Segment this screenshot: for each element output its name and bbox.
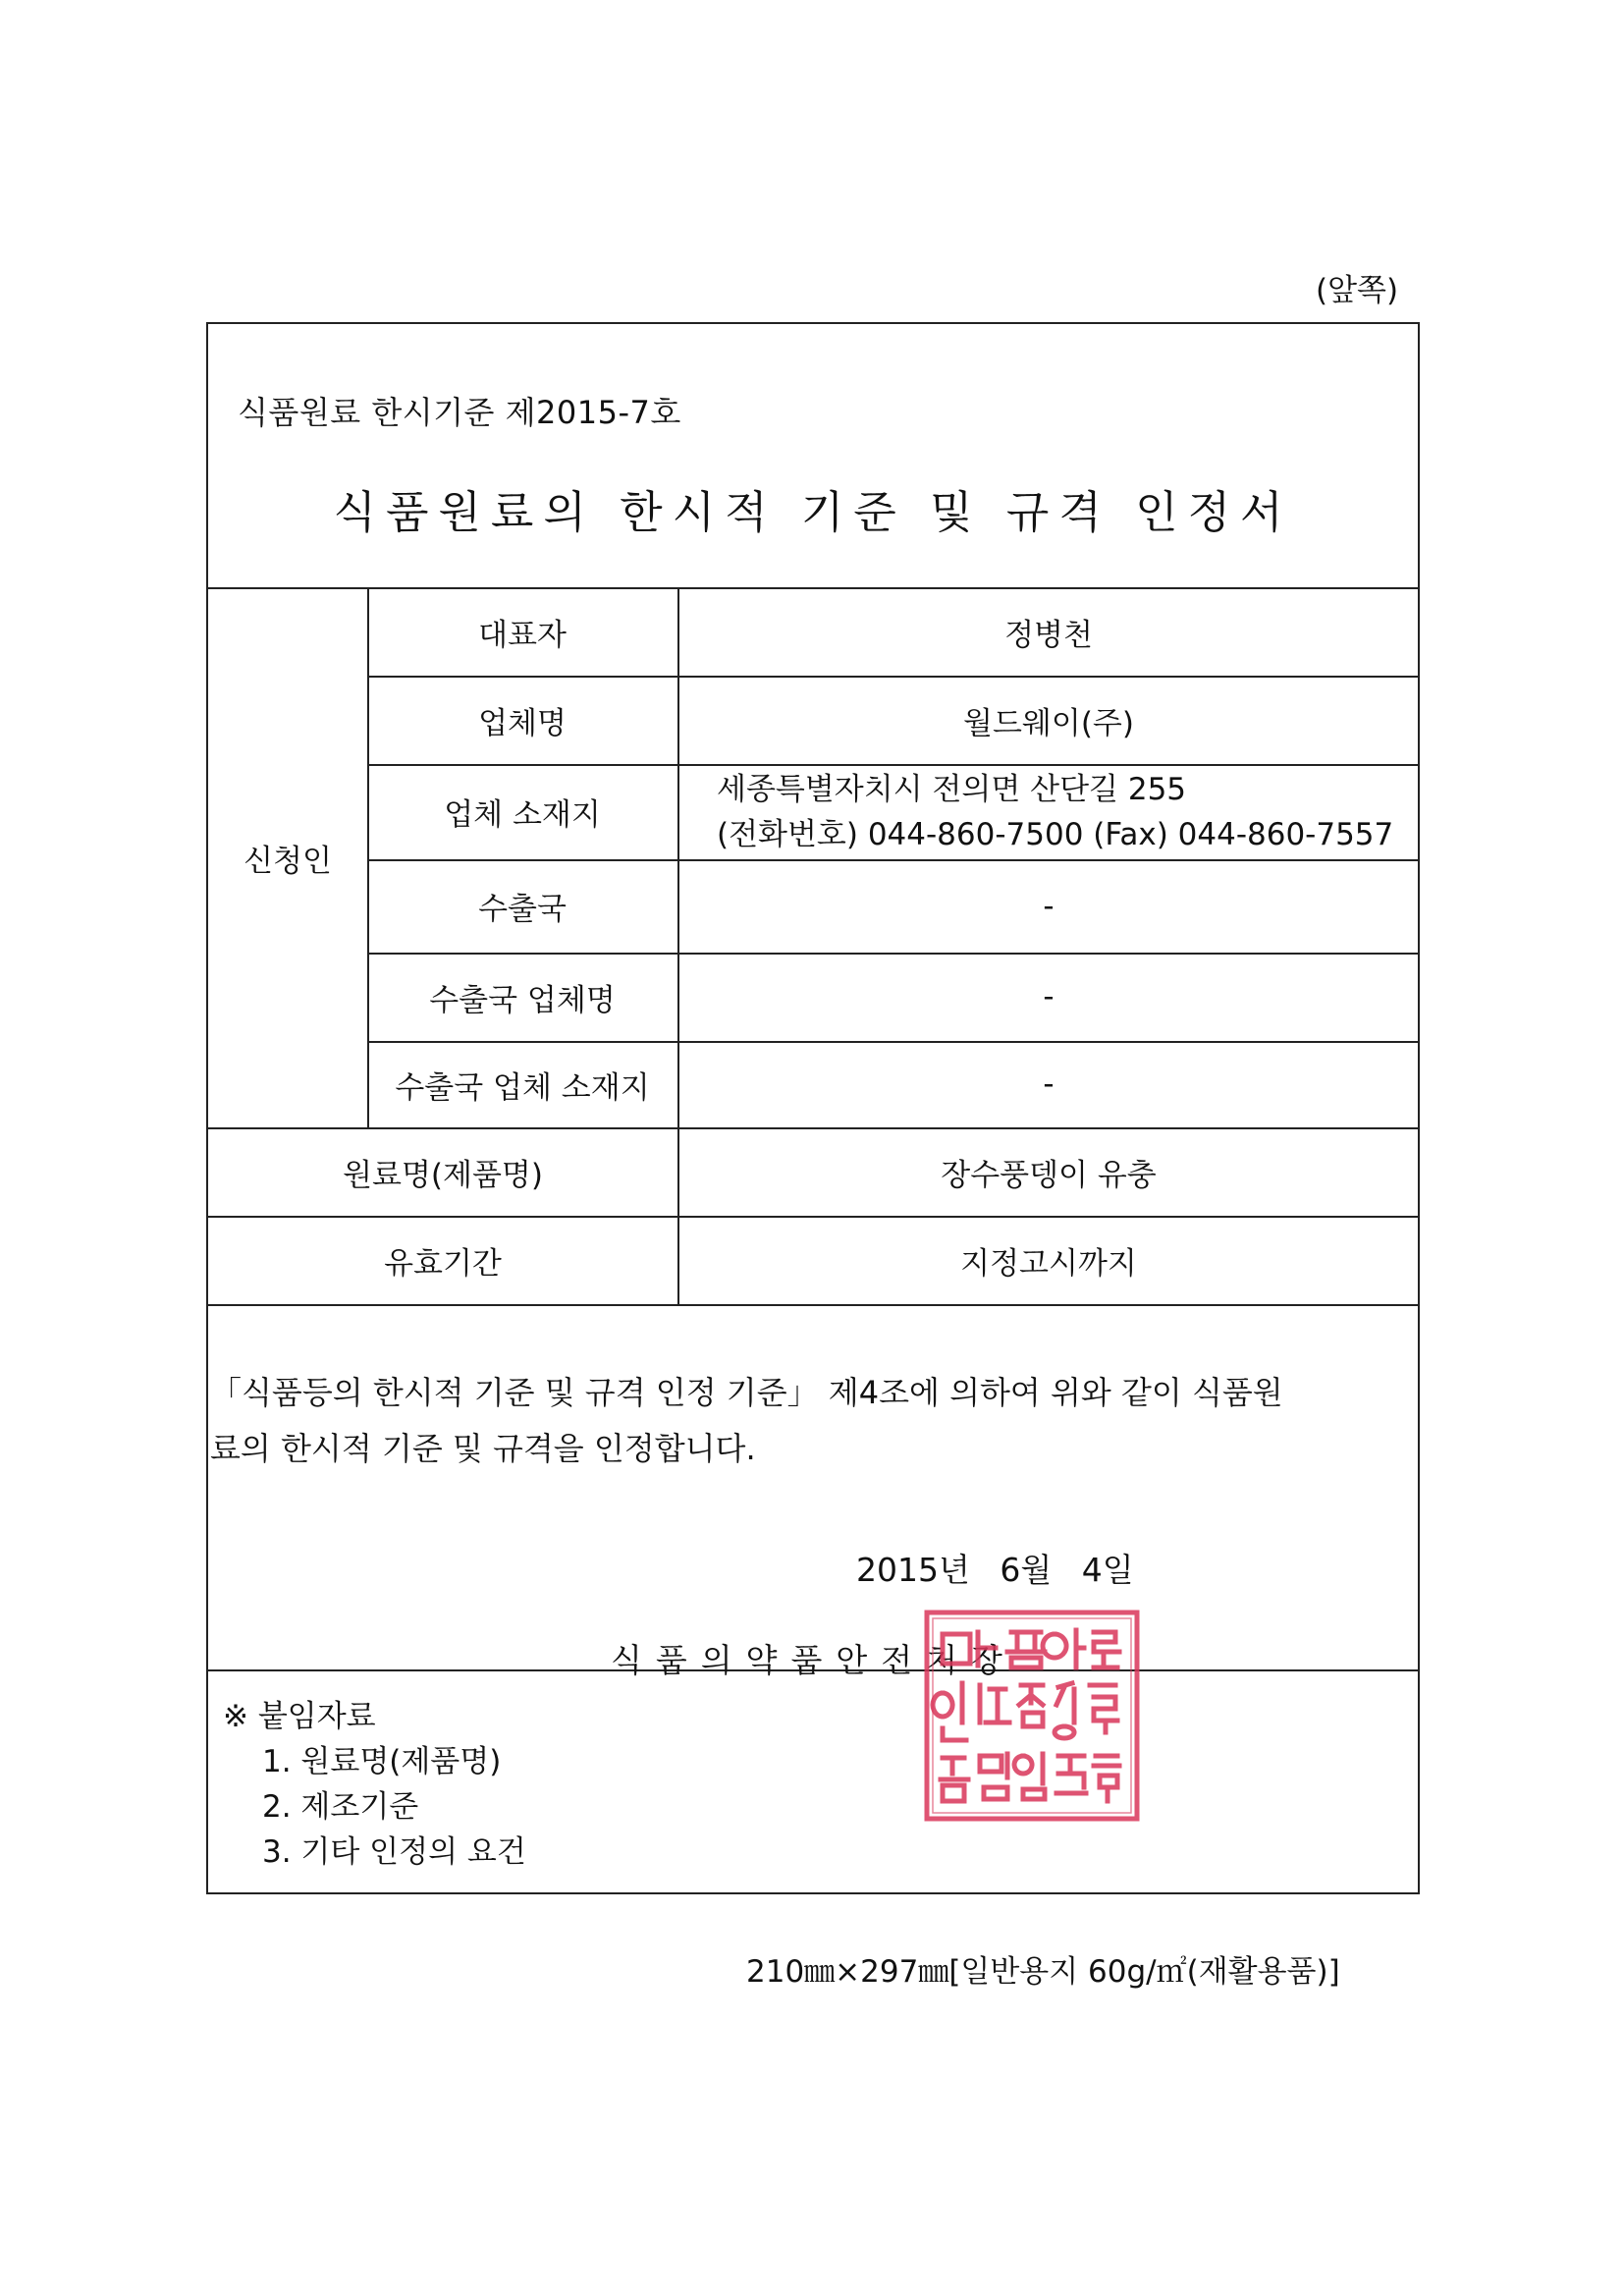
document-title: 식품원료의 한시적 기준 및 규격 인정서 — [333, 486, 1293, 538]
label-representative: 대표자 — [478, 617, 567, 653]
phone-fax-line: (전화번호) 044-860-7500 (Fax) 044-860-7557 — [717, 816, 1394, 852]
value-material-name: 장수풍뎅이 유충 — [941, 1157, 1157, 1193]
issuer-name: 식품의약품안전처장 — [611, 1641, 1016, 1679]
label-company-name: 업체명 — [478, 705, 567, 741]
declaration-line-1: 「식품등의 한시적 기준 및 규격 인정 기준」 제4조에 의하여 위와 같이 식품원 — [210, 1374, 1283, 1411]
value-validity: 지정고시까지 — [960, 1245, 1137, 1282]
value-export-address: - — [1043, 1066, 1055, 1102]
paper-spec-footer: 210㎜×297㎜[일반용지 60g/㎡(재활용품)] — [746, 1954, 1340, 1990]
label-export-company: 수출국 업체명 — [429, 982, 616, 1018]
label-material-name: 원료명(제품명) — [343, 1157, 543, 1193]
attachment-item: 3. 기타 인정의 요건 — [262, 1834, 526, 1870]
notice-number: 식품원료 한시기준 제2015-7호 — [238, 394, 681, 431]
value-representative: 정병천 — [1004, 617, 1093, 653]
attachment-item: 1. 원료명(제품명) — [262, 1744, 502, 1779]
certificate-form — [206, 322, 1420, 1894]
address-line: 세종특별자치시 전의면 산단길 255 — [717, 771, 1187, 807]
value-company-name: 월드웨이(주) — [963, 705, 1134, 741]
label-export-address: 수출국 업체 소재지 — [395, 1069, 650, 1106]
declaration-line-2: 료의 한시적 기준 및 규격을 인정합니다. — [210, 1430, 756, 1467]
issue-date: 2015년 6월 4일 — [856, 1551, 1134, 1589]
label-company-address: 업체 소재지 — [444, 797, 601, 833]
page-side-label: (앞쪽) — [1316, 273, 1399, 308]
value-company-address — [677, 764, 1420, 859]
label-validity: 유효기간 — [384, 1245, 502, 1282]
applicant-group-label: 신청인 — [243, 843, 332, 879]
value-export-company: - — [1043, 979, 1055, 1014]
attachments-heading: ※ 붙임자료 — [223, 1699, 376, 1734]
attachment-item: 2. 제조기준 — [262, 1789, 419, 1825]
value-export-country: - — [1043, 888, 1055, 924]
label-export-country: 수출국 — [478, 892, 567, 927]
official-seal — [921, 1607, 1143, 1825]
divider — [208, 1304, 1418, 1306]
